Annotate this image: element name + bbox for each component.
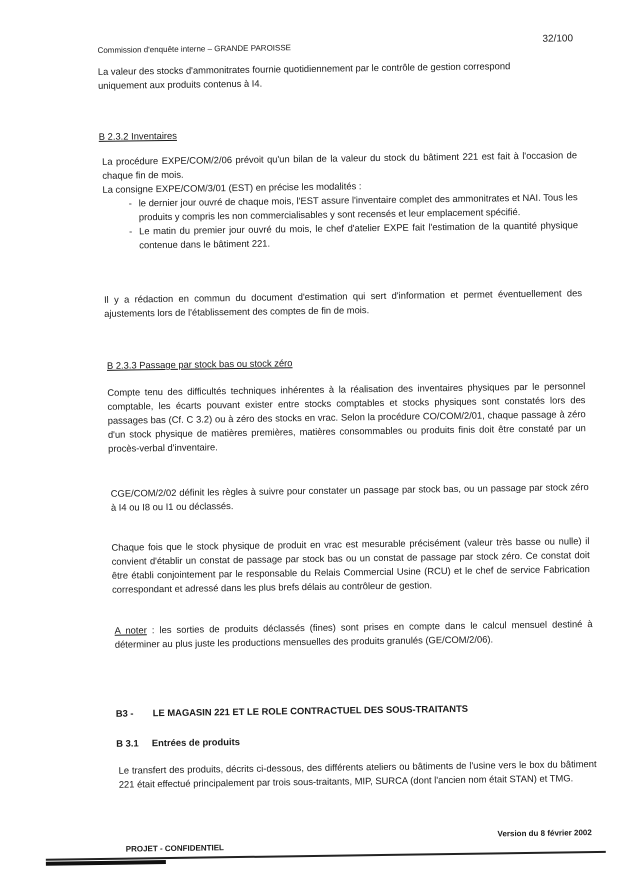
- note-text: : les sorties de produits déclassés (fines) sont prises en compte dans le calcul mensuel destiné à déterminer au plus juste les productions mensuelles des produits granulés (GE/COM/2/06).: [114, 618, 593, 650]
- section-233-p3: Chaque fois que le stock physique de produit en vrac est mesurable précisément (valeur très basse ou nulle) il convient d'établir un constat de passage par stock bas ou un constat de passage par stock zéro. Ce constat doit être établi conjointement par le responsable du Relais Commercial Usine (RCU) et le chef de service Fabrication correspondant et adressé dans les plus brefs délais au contrôleur de gestion.: [111, 535, 590, 595]
- footer-rule-accent: [46, 860, 166, 866]
- section-b31-title: Entrées de produits: [151, 736, 240, 749]
- section-232-body: [102, 148, 578, 253]
- section-232-p2: La consigne EXPE/COM/3/01 (EST) en précise les modalités :: [102, 180, 362, 195]
- section-233-p1: Compte tenu des difficultés techniques inhérentes à la réalisation des inventaires physiques par le personnel comptable, les écarts pouvant exister entre stocks comptables et stocks physiques sont constatés lors des passages bas (Cf. C 3.2) ou à zéro des stocks en vrac. Selon la procédure CO/COM/2/01, chaque passage à zéro d'un stock physique de matières premières, matières consommables ou produits finis doit être constaté par un procès-verbal d'inventaire.: [107, 380, 586, 454]
- section-233-heading: B 2.3.3 Passage par stock bas ou stock zéro: [106, 357, 293, 371]
- page-number: 32/100: [542, 33, 574, 45]
- section-232-bullets: [129, 190, 579, 252]
- section-b3-title: LE MAGASIN 221 ET LE ROLE CONTRACTUEL DES SOUS-TRAITANTS: [152, 702, 469, 719]
- footer-confidential: PROJET - CONFIDENTIEL: [125, 843, 224, 854]
- intro-paragraph: [98, 58, 578, 93]
- section-233-note: [115, 617, 593, 652]
- section-232-p1: La procédure EXPE/COM/2/06 prévoit qu'un bilan de la valeur du stock du bâtiment 221 est fait à l'occasion de chaque fin de mois.: [102, 149, 578, 181]
- intro-line-1: La valeur des stocks d'ammonitrates fournie quotidiennement par le contrôle de gestion correspond: [97, 60, 511, 77]
- section-b3-number: B3 -: [115, 707, 134, 719]
- section-233-p2: CGE/COM/2/02 définit les règles à suivre pour constater un passage par stock bas, ou un passage par stock zéro à I4 ou I8 ou I1 ou déclassés.: [110, 481, 589, 513]
- section-232-p3: Il y a rédaction en commun du document d'estimation qui sert d'information et permet éventuellement des ajustements lors de l'établissement des comptes de fin de mois.: [103, 287, 583, 319]
- header-commission: Commission d'enquête interne – GRANDE PAROISSE: [97, 43, 292, 55]
- section-b3-heading: [116, 700, 596, 721]
- section-232-heading: B 2.3.2 Inventaires: [98, 129, 177, 142]
- section-b31-heading: [116, 733, 416, 751]
- section-b31-p1: Le transfert des produits, décrits ci-dessous, des différents ateliers ou bâtiments de l'usine vers le box du bâtiment 221 était effectué principalement par trois sous-traitants, MIP, SURCA (dont l'ancien nom était STAN) et TMG.: [118, 758, 597, 790]
- intro-line-2: uniquement aux produits contenus à I4.: [97, 77, 263, 91]
- footer-version: Version du 8 février 2002: [497, 828, 592, 839]
- bullet-item-2: - Le matin du premier jour ouvré du mois, le chef d'atelier EXPE fait l'estimation de la quantité physique contenue dans le bâtiment 221.: [129, 218, 578, 252]
- section-b31-number: B 3.1: [116, 737, 139, 749]
- bullet-item-1: - le dernier jour ouvré de chaque mois, l'EST assure l'inventaire complet des ammonitrates et NAI. Tous les produits y compris les non commercialisables y sont recensés et leur emplacement spécifié.: [129, 190, 578, 224]
- note-label: A noter: [114, 624, 147, 636]
